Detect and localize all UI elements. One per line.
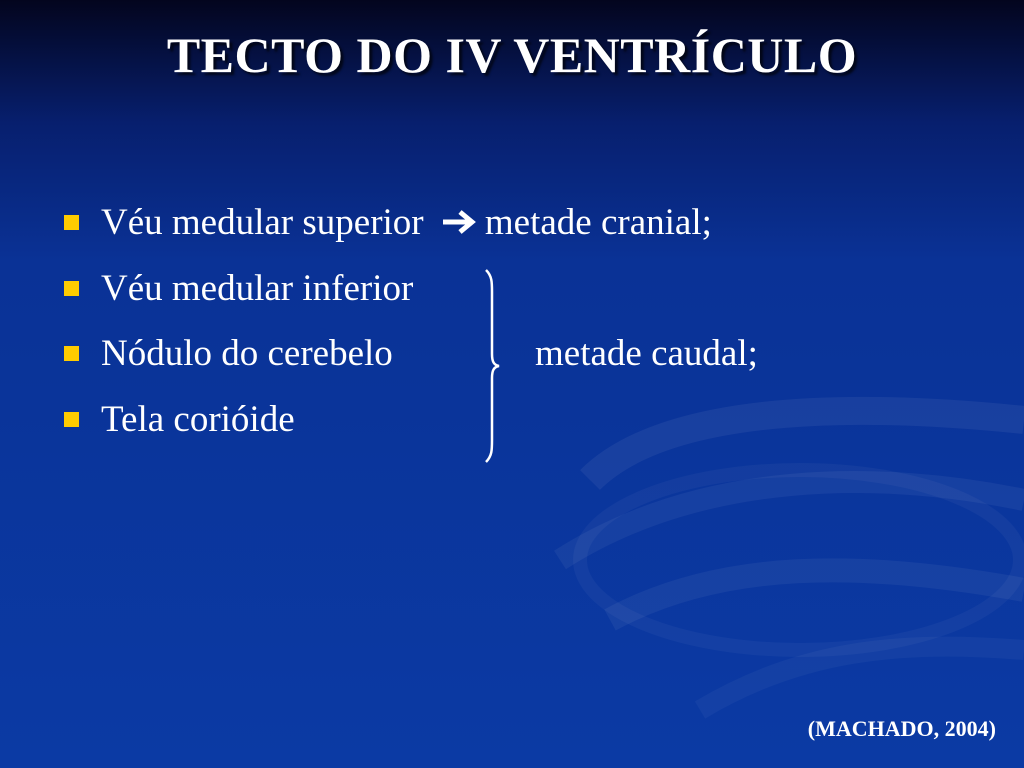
citation: (MACHADO, 2004) — [807, 716, 996, 741]
bullet-text: Tela corióide — [101, 399, 295, 440]
bullet-item-tela — [64, 395, 295, 445]
bullet-square-icon — [64, 215, 79, 230]
slide-title: TECTO DO IV VENTRÍCULO — [166, 27, 858, 83]
bullet-item-nodulo — [64, 329, 393, 379]
bullet-square-icon — [64, 412, 79, 427]
bullet-text: Nódulo do cerebelo — [101, 333, 393, 374]
bullet-item-veu-inferior — [64, 264, 413, 314]
bullet-text: Véu medular superior — [101, 202, 424, 243]
bullet-suffix: metade cranial; — [484, 202, 712, 243]
bullet-square-icon — [64, 281, 79, 296]
bullet-text: Véu medular inferior — [101, 268, 414, 309]
bullet-item-veu-superior — [64, 198, 712, 248]
bullet-square-icon — [64, 346, 79, 361]
right-curly-brace — [482, 268, 502, 464]
right-arrow-icon — [439, 207, 479, 237]
brace-label: metade caudal; — [535, 333, 758, 374]
